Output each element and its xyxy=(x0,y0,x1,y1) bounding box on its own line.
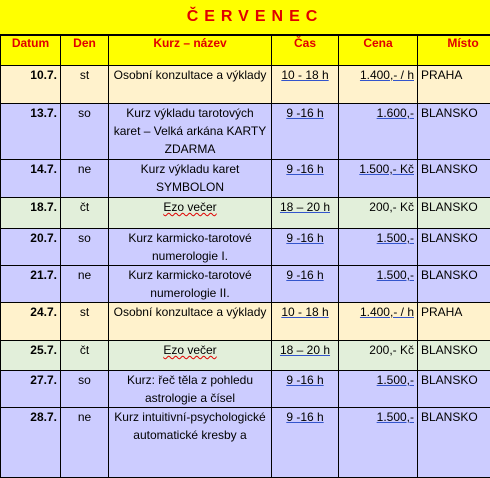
row-place: BLANSKO xyxy=(418,341,490,371)
row-price[interactable]: 1.600,- xyxy=(377,106,414,120)
row-time[interactable]: 9 -16 h xyxy=(286,231,323,245)
row-price[interactable]: 1.500,- Kč xyxy=(359,162,414,176)
header-price: Cena xyxy=(339,36,418,66)
row-date: 28.7. xyxy=(1,408,61,478)
row-place: BLANSKO xyxy=(418,408,490,478)
row-price[interactable]: 1.400,- / h xyxy=(360,68,414,82)
row-course: Kurz intuitivní-psychologické automatické kresby a xyxy=(114,410,265,442)
row-day: ne xyxy=(61,160,109,198)
table-row xyxy=(1,303,490,341)
row-price[interactable]: 1.500,- xyxy=(377,410,414,424)
row-place: BLANSKO xyxy=(418,229,490,266)
row-price[interactable]: 1.500,- xyxy=(377,373,414,387)
row-date: 24.7. xyxy=(1,303,61,341)
row-date: 27.7. xyxy=(1,371,61,408)
row-date: 20.7. xyxy=(1,229,61,266)
row-course: Kurz výkladu karet SYMBOLON xyxy=(109,160,272,198)
row-day: so xyxy=(61,104,109,160)
table-row xyxy=(1,229,490,266)
row-time[interactable]: 18 – 20 h xyxy=(280,200,330,214)
row-course: Kurz výkladu tarotových karet – Velká arkána KARTY ZDARMA xyxy=(109,104,272,160)
row-price: 200,- Kč xyxy=(339,198,418,229)
row-time[interactable]: 9 -16 h xyxy=(286,106,323,120)
header-time: Čas xyxy=(272,36,339,66)
row-day: ne xyxy=(61,266,109,303)
row-time[interactable]: 10 - 18 h xyxy=(281,305,328,319)
row-day: čt xyxy=(61,341,109,371)
row-time[interactable]: 9 -16 h xyxy=(286,162,323,176)
row-course: Kurz: řeč těla z pohledu astrologie a čísel xyxy=(109,371,272,408)
row-time[interactable]: 18 – 20 h xyxy=(280,343,330,357)
row-date: 10.7. xyxy=(1,66,61,104)
row-price: 200,- Kč xyxy=(339,341,418,371)
row-place: BLANSKO xyxy=(418,104,490,160)
row-day: so xyxy=(61,371,109,408)
header-place: Místo xyxy=(418,36,490,66)
row-date: 21.7. xyxy=(1,266,61,303)
table-row xyxy=(1,160,490,198)
month-title: ČERVENEC xyxy=(187,8,324,26)
row-date: 18.7. xyxy=(1,198,61,229)
table-row xyxy=(1,408,490,478)
row-date: 25.7. xyxy=(1,341,61,371)
row-time[interactable]: 9 -16 h xyxy=(286,410,323,424)
row-course: Ezo večer xyxy=(163,200,216,214)
schedule-table xyxy=(0,35,490,478)
row-day: so xyxy=(61,229,109,266)
table-row xyxy=(1,66,490,104)
header-course: Kurz – název xyxy=(109,36,272,66)
row-course: Ezo večer xyxy=(163,343,216,357)
header-date: Datum xyxy=(1,36,61,66)
row-time[interactable]: 9 -16 h xyxy=(286,268,323,282)
table-row xyxy=(1,266,490,303)
table-row xyxy=(1,371,490,408)
table-row xyxy=(1,104,490,160)
row-course: Kurz karmicko-tarotové numerologie II. xyxy=(109,266,272,303)
row-price[interactable]: 1.500,- xyxy=(377,231,414,245)
header-day: Den xyxy=(61,36,109,66)
table-row xyxy=(1,198,490,229)
row-place: PRAHA xyxy=(418,303,490,341)
row-price[interactable]: 1.500,- xyxy=(377,268,414,282)
row-place: BLANSKO xyxy=(418,371,490,408)
title-bar xyxy=(0,0,490,35)
row-course: Osobní konzultace a výklady xyxy=(109,66,272,104)
table-row xyxy=(1,341,490,371)
row-place: BLANSKO xyxy=(418,266,490,303)
row-date: 14.7. xyxy=(1,160,61,198)
row-place: BLANSKO xyxy=(418,160,490,198)
row-day: ne xyxy=(61,408,109,478)
row-place: PRAHA xyxy=(418,66,490,104)
row-day: st xyxy=(61,303,109,341)
row-time[interactable]: 10 - 18 h xyxy=(281,68,328,82)
header-row xyxy=(1,36,490,66)
row-course: Kurz karmicko-tarotové numerologie I. xyxy=(109,229,272,266)
row-place: BLANSKO xyxy=(418,198,490,229)
row-day: st xyxy=(61,66,109,104)
row-course: Osobní konzultace a výklady xyxy=(109,303,272,341)
row-date: 13.7. xyxy=(1,104,61,160)
row-day: čt xyxy=(61,198,109,229)
row-price[interactable]: 1.400,- / h xyxy=(360,305,414,319)
row-time[interactable]: 9 -16 h xyxy=(286,373,323,387)
